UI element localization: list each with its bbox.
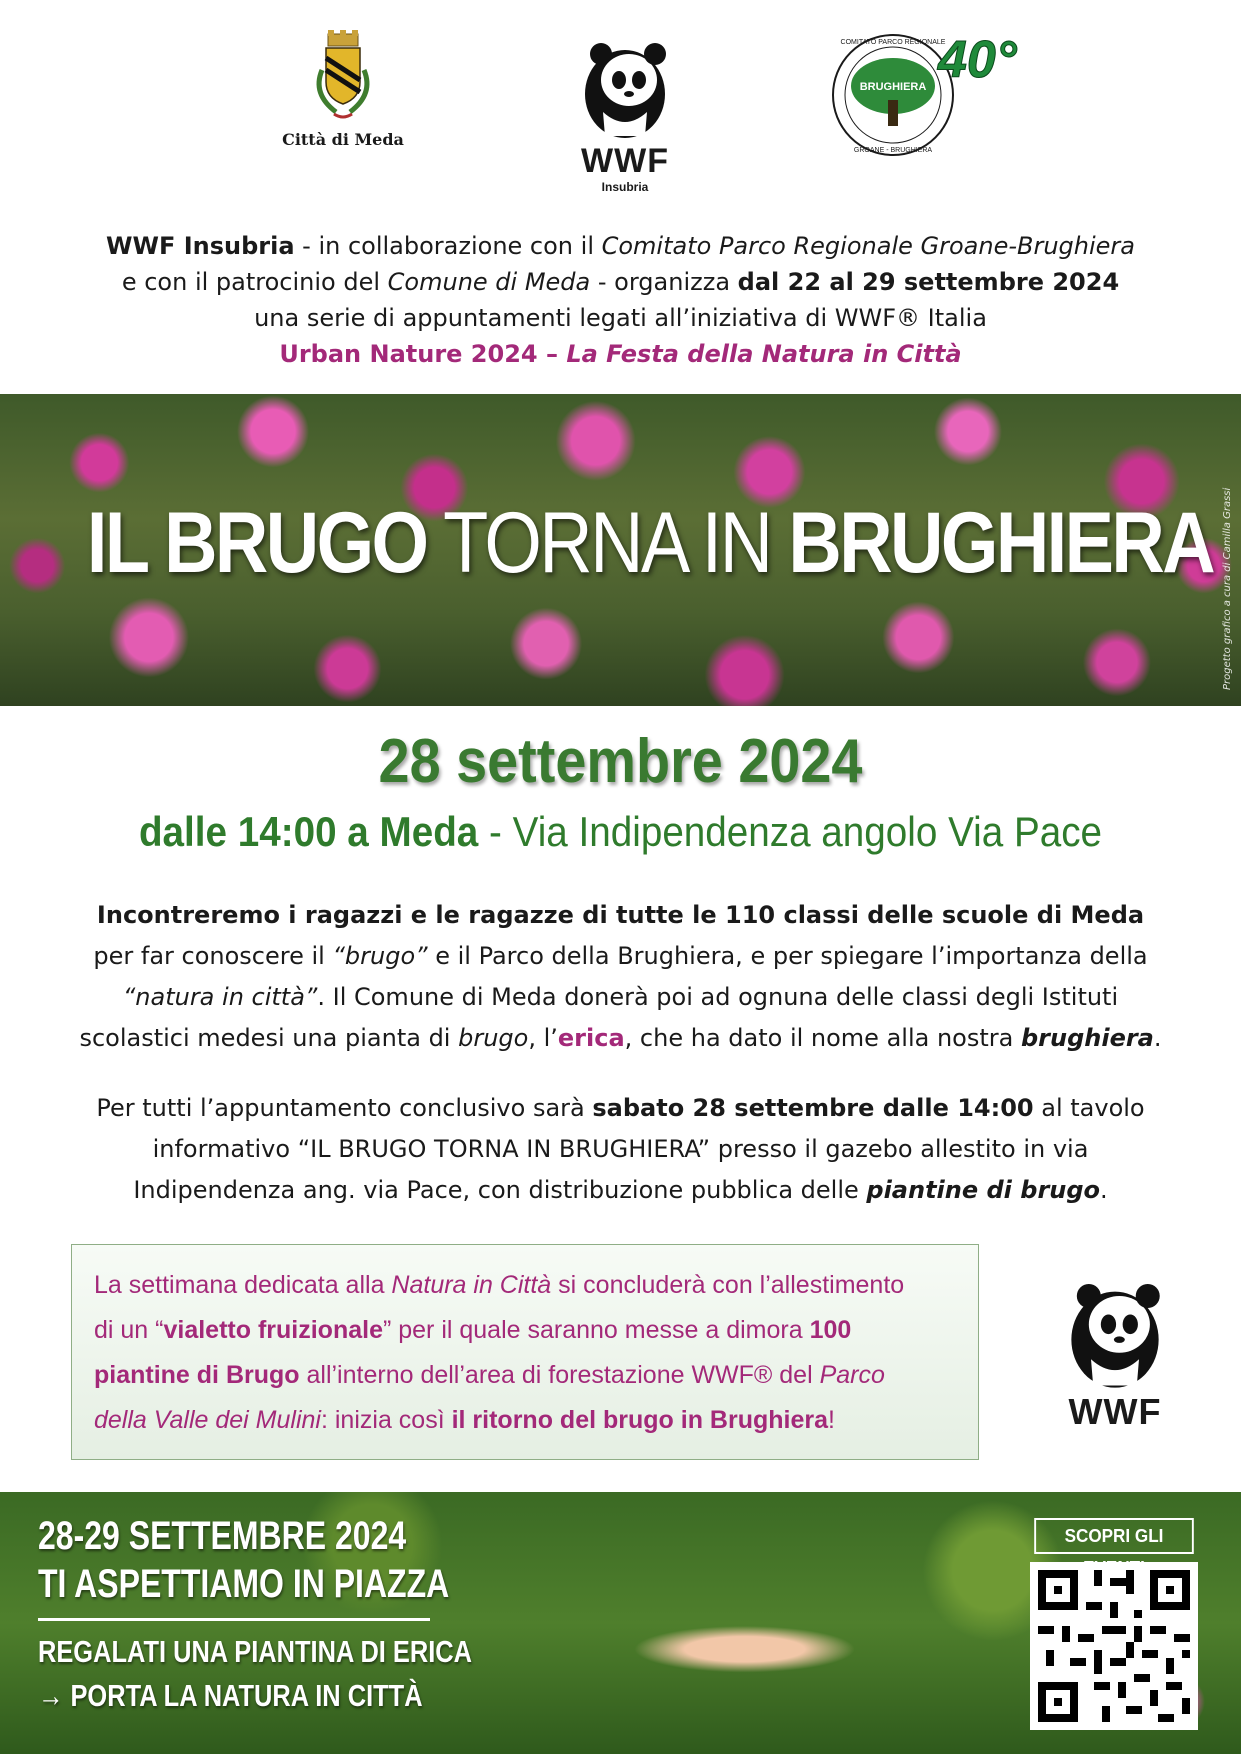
wwf-panda-icon [1060,1272,1170,1392]
intro-comitato: Comitato Parco Regionale Groane-Brughiera [601,232,1135,260]
qr-panel[interactable] [1030,1518,1198,1736]
meda-caption: Città di Meda [282,130,404,149]
intro-line-4 [40,336,1201,372]
p1-b: e il Parco della Brughiera, e per spiegare l’importanza della [427,942,1148,970]
note-valle: della Valle dei Mulini [94,1406,321,1434]
intro-org: WWF Insubria [106,232,295,260]
bottom-regalati: REGALATI UNA PIANTINA DI ERICA [38,1634,473,1669]
note-i: all’interno dell’area di forestazione WWF® del [299,1361,820,1389]
note-vialetto: vialetto fruizionale [163,1316,383,1344]
intro-dates: dal 22 al 29 settembre 2024 [737,268,1120,296]
parco-center-text: BRUGHIERA [859,81,927,93]
bottom-dates: 28-29 SETTEMBRE 2024 [38,1514,407,1558]
qr-code-icon[interactable] [1030,1562,1198,1730]
p1-lead: Incontreremo i ragazzi e le ragazze di tutte le 110 classi delle scuole di Meda [96,901,1145,929]
p1-brugo-quote: “brugo” [332,942,428,970]
paragraph-final-event [40,1088,1201,1211]
p2-e: Indipendenza ang. via Pace, con distribuzione pubblica delle [133,1176,867,1204]
logo-wwf-bottom [1050,1272,1180,1442]
logo-wwf-insubria [560,32,690,202]
hero-title-torna: TORNA IN [426,495,789,591]
p1-d: scolastici medesi una pianta di [79,1024,459,1052]
p2-piantine: piantine di brugo [866,1176,1101,1204]
event-time: dalle 14:00 a Meda [138,808,479,855]
p2-c: al tavolo [1033,1094,1145,1122]
p1-erica: erica [557,1024,625,1052]
highlight-box [71,1244,979,1460]
wwf-wordmark: WWF [581,142,669,180]
bottom-porta: → PORTA LA NATURA IN CITTÀ [38,1678,423,1713]
hero-title-brughiera: BRUGHIERA [788,495,1214,591]
note-b: Natura in Città [391,1271,552,1299]
intro-urban-nature: Urban Nature 2024 – [279,340,567,368]
p2-date: sabato 28 settembre dalle 14:00 [592,1094,1034,1122]
wwf-wordmark-bottom: WWF [1068,1391,1162,1432]
intro-l1-mid: - in collaborazione con il [294,232,602,260]
hero-title-brugo: IL BRUGO [86,495,427,591]
p1-f: , che ha dato il nome alla nostra [624,1024,1021,1052]
p1-g: . [1153,1024,1162,1052]
highlight-text [94,1263,956,1443]
intro-text [40,228,1201,372]
urban-nature-banner [0,1492,1241,1754]
event-place [50,808,1192,856]
bottom-piazza: TI ASPETTIAMO IN PIAZZA [38,1562,450,1606]
note-100: 100 [809,1316,852,1344]
parco-ring-top-text: COMITATO PARCO REGIONALE [840,39,946,46]
intro-l2-mid: - organizza [590,268,738,296]
graphic-credit: Progetto grafico a cura di Camilla Grassi [1222,487,1233,690]
intro-line-3: una serie di appuntamenti legati all’iniziativa di WWF® Italia [254,304,987,332]
note-l: : inizia così [320,1406,452,1434]
note-piantine: piantine di Brugo [94,1361,300,1389]
p1-c: . Il Comune di Meda donerà poi ad ognuna delle classi degli Istituti [317,983,1119,1011]
parco-anniversary: 40° [938,31,1017,89]
event-address: - Via Indipendenza angolo Via Pace [478,808,1103,855]
p2-d: informativo “IL BRUGO TORNA IN BRUGHIERA” presso il gazebo allestito in via [152,1135,1089,1163]
p1-brugo: brugo [458,1024,529,1052]
bottom-divider [38,1618,430,1621]
p1-natura-quote: “natura in città” [122,983,318,1011]
p1-brughiera: brughiera [1020,1024,1154,1052]
note-n: ! [828,1406,835,1434]
note-c: si concluderà con l’allestimento [551,1271,905,1299]
intro-l2-pre: e con il patrocinio del [121,268,388,296]
parco-ring-bottom-text: GROANE - BRUGHIERA [853,147,933,154]
note-d: di un “ [94,1316,164,1344]
note-f: ” per il quale saranno messe a dimora [382,1316,810,1344]
p1-e: , l’ [528,1024,558,1052]
qr-label: SCOPRI GLI [1034,1518,1194,1554]
hero-title [86,494,1214,593]
p2-a: Per tutti l’appuntamento conclusivo sarà [96,1094,593,1122]
event-date: 28 settembre 2024 [378,727,863,796]
intro-comune: Comune di Meda [387,268,591,296]
meda-coat-of-arms-icon [308,30,378,122]
intro-line-2 [40,264,1201,300]
hero-banner [0,394,1241,706]
intro-festa: La Festa della Natura in Città [566,340,962,368]
wwf-panda-icon [575,32,675,142]
paragraph-schools [40,895,1201,1059]
logo-citta-di-meda [268,30,418,170]
p1-a: per far conoscere il [93,942,333,970]
note-a: La settimana dedicata alla [94,1271,392,1299]
logo-comitato-parco [828,30,1038,170]
p2-g: . [1100,1176,1108,1204]
note-ritorno: il ritorno del brugo in Brughiera [451,1406,828,1434]
wwf-insubria-label: Insubria [601,180,649,194]
note-parco: Parco [819,1361,885,1389]
intro-line-1 [40,228,1201,264]
